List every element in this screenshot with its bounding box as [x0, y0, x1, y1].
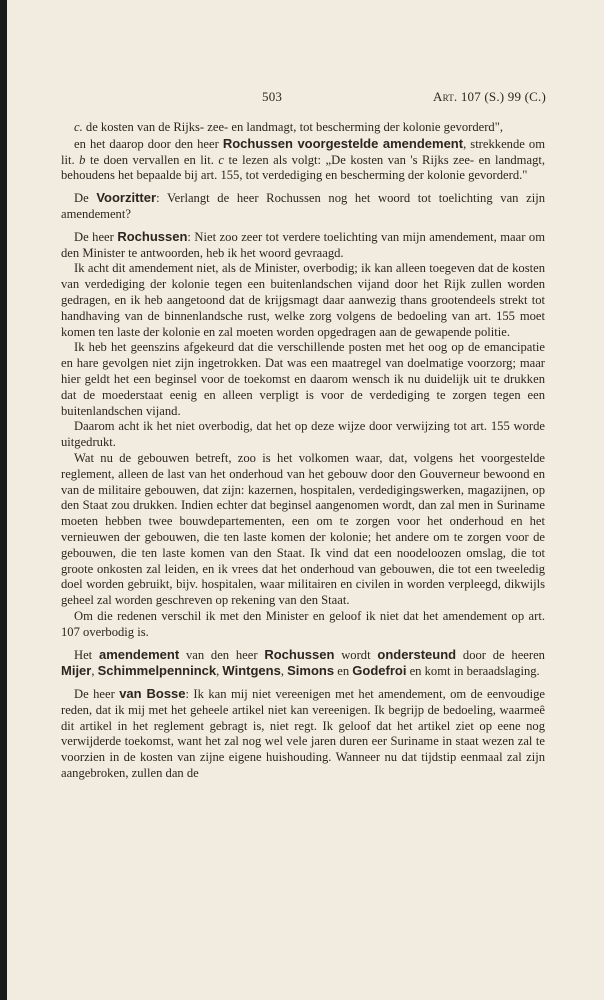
body-text	[61, 120, 545, 782]
text-run: ,	[91, 664, 98, 679]
paragraph-p9	[61, 609, 545, 641]
text-run: te lezen als volgt: „De kosten van 's Rijks zee- en landmagt, behoudens het bepaalde bij art. 155, tot verdediging en bescherming der kolonie gevorderd."	[61, 152, 546, 183]
text-run: : Verlangt de heer Rochussen nog het woord tot toelichting van zijn amendement?	[61, 191, 545, 221]
text-run: ,	[280, 664, 288, 679]
bold-name: Wintgens	[222, 663, 281, 679]
text-run: De heer	[74, 687, 120, 702]
bold-name: Simons	[287, 663, 335, 679]
paragraph-p1	[61, 120, 545, 136]
paragraph-p5	[61, 261, 545, 340]
paragraph-p2	[61, 136, 545, 184]
paragraph-p8	[61, 451, 545, 609]
text-run: Om die redenen verschil ik met den Minister en geloof ik niet dat het amendement op art. 107 overbodig is.	[61, 608, 545, 639]
italic-text: c.	[74, 120, 83, 134]
text-run: : Ik kan mij niet vereenigen met het amendement, om de eenvoudige reden, dat ik mij met het geheele artikel niet kan vereenigen. Ik begrijp de bedoeling, waarmeê dit artikel in het reglement gebragt is, niet regt. Ik geloof dat het artikel ziet op eene nog verwijderde toekomst, want het zal nog wel vele jaren duren eer Suriname in staat wezen zal te voorzien in de kosten van zijne eigene huishouding. Wanneer nu dat tijdstip eenmaal zal zijn aangebroken, zullen dan de	[61, 687, 545, 781]
text-run: ,	[216, 664, 223, 679]
text-run: Ik heb het geenszins afgekeurd dat die verschillende posten met het oog op de emancipatie en hare gevolgen niet zijn ingetrokken. Dat was een maatregel van doelmatige voorzorg; maar hier geldt het een beginsel voor de toekomst en daarom wensch ik nu duidelijk uit te drukken dat de moederstaat eenig en alleen verpligt is voor de verdediging te zorgen tegen een buitenlandschen vijand.	[61, 340, 545, 418]
bold-name: Godefroi	[352, 663, 407, 679]
text-run: door de heeren	[456, 647, 545, 662]
bold-name: Rochussen	[117, 228, 188, 244]
bold-name: amendement	[98, 646, 180, 662]
italic-text: b	[79, 152, 86, 167]
paragraph-p3	[61, 190, 545, 223]
text-run: De	[74, 191, 97, 206]
text-run: Daarom acht ik het niet overbodig, dat het op deze wijze door verwijzing tot art. 155 worde uitgedrukt.	[61, 419, 545, 450]
text-run: Ik acht dit amendement niet, als de Minister, overbodig; ik kan alleen toegeven dat de kosten van verdediging der kolonie tegen een buitenlandschen vijand door het Rijk zullen worden gedragen, en ik heb aangetoond dat de krijgsmagt daar aanwezig thans grootendeels strekt tot handhaving van de binnenlandsche rust, welke zorg volgens de bedoeling van art. 155 moet komen ten laste der kolonie en zal moeten worden opgedragen aan de gewapende politie.	[61, 261, 545, 339]
text-run: van den heer	[179, 647, 265, 662]
bold-name: Rochussen voorgestelde amendement	[222, 135, 464, 151]
text-run: te doen vervallen en lit.	[85, 152, 219, 167]
page-header	[262, 89, 546, 105]
bold-name: Rochussen	[264, 646, 335, 662]
text-run: wordt	[334, 647, 378, 662]
text-run: de kosten van de Rijks- zee- en landmagt, tot bescherming der kolonie gevorderd",	[82, 120, 504, 134]
bold-name: Voorzitter	[96, 190, 157, 206]
text-run: , strekkende om lit.	[61, 136, 545, 167]
article-reference: Art. 107 (S.) 99 (C.)	[432, 89, 546, 104]
paragraph-p7	[61, 419, 545, 451]
paragraph-p4	[61, 229, 545, 262]
text-run: Het	[74, 647, 99, 662]
bold-name: van Bosse	[119, 686, 186, 702]
italic-text: c	[218, 152, 225, 167]
paragraph-p6	[61, 340, 545, 419]
paragraph-p10	[61, 647, 545, 681]
text-run: en het daarop door den heer	[74, 136, 223, 151]
bold-name: Schimmelpenninck	[97, 663, 217, 679]
text-run: en komt in beraadslaging.	[406, 664, 540, 679]
text-run: De heer	[74, 229, 118, 244]
text-run: en	[334, 664, 353, 679]
paragraph-p11	[61, 686, 545, 782]
scan-edge	[0, 0, 7, 1000]
bold-name: Mijer	[61, 663, 92, 679]
text-run: : Niet zoo zeer tot verdere toelichting van mijn amendement, maar om den Minister te antwoorden, heb ik het woord gevraagd.	[61, 229, 545, 260]
bold-name: ondersteund	[377, 646, 457, 662]
text-run: Wat nu de gebouwen betreft, zoo is het volkomen waar, dat, volgens het voorgestelde reglement, alleen de last van het onderhoud van het gebouw door den Gouverneur bewoond en van de militaire gebouwen, dat zijn: kazernen, hospitalen, verdedigingswerken, magazijnen, op den Staat zou drukken. Indien echter dat beginsel aangenomen wordt, dan zal men in Suriname moeten hebben twee bouwdepartementen, een om te zorgen voor het onderhoud en het vernieuwen der gebouwen, die ten laste komen der kolonie; het andere om te zorgen voor de gebouwen, die ten laste komen van den Staat. Ik vind dat een noodeloozen omslag, die tot groote onkosten zal leiden, en ik vrees dat het onderhoud van gebouwen, die tot een tweeledig doel worden gebruikt, bijv. hospitalen, waar militairen en civilen in worden verpleegd, dikwijls geheel zal worden geschreven op rekening van den Staat.	[61, 450, 545, 608]
page-number: 503	[262, 89, 283, 104]
